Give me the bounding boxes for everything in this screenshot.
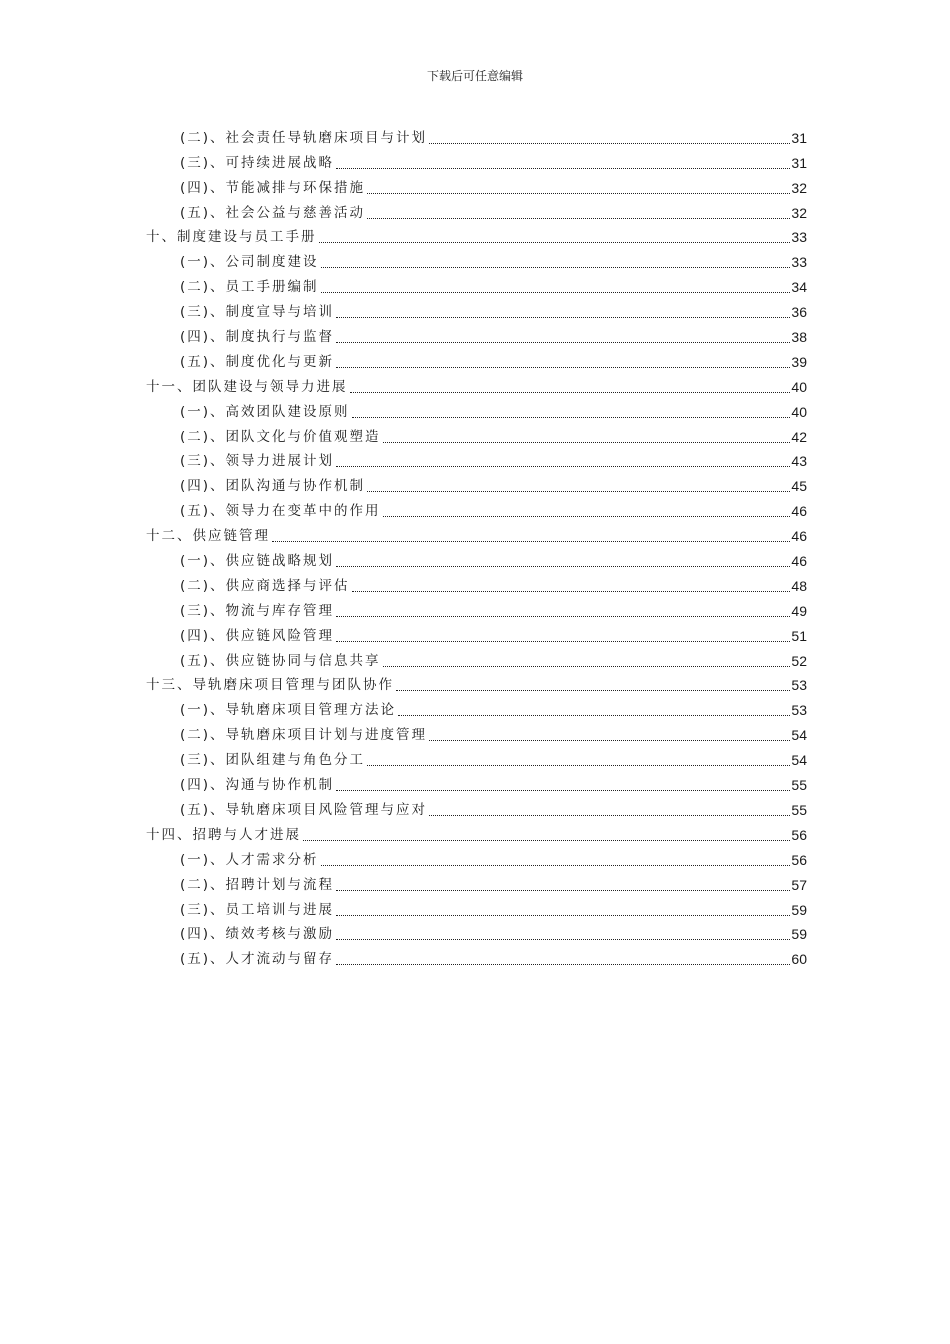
- toc-section-entry[interactable]: [0, 847, 950, 872]
- toc-entry-title: (一)、公司制度建设: [180, 254, 319, 271]
- toc-dot-leader: [336, 915, 790, 916]
- toc-dot-leader: [429, 740, 790, 741]
- toc-entry-title: (三)、制度宣导与培训: [180, 304, 335, 321]
- toc-dot-leader: [336, 964, 790, 965]
- toc-dot-leader: [367, 491, 790, 492]
- toc-chapter-entry[interactable]: [0, 822, 950, 847]
- toc-chapter-entry[interactable]: [0, 523, 950, 548]
- toc-dot-leader: [350, 392, 791, 393]
- toc-entry-title: (二)、社会责任导轨磨床项目与计划: [180, 129, 428, 146]
- toc-dot-leader: [336, 566, 790, 567]
- toc-page-number: 46: [791, 528, 807, 545]
- page-header: 下载后可任意编辑: [426, 69, 523, 83]
- toc-page-number: 34: [791, 279, 807, 296]
- toc-page-number: 56: [791, 826, 807, 843]
- toc-page-number: 31: [791, 129, 807, 146]
- toc-entry-title: (五)、供应链协同与信息共享: [180, 652, 381, 669]
- toc-entry-title: (五)、领导力在变革中的作用: [180, 503, 381, 520]
- toc-dot-leader: [429, 143, 790, 144]
- toc-entry-title: (一)、人才需求分析: [180, 851, 319, 868]
- toc-section-entry[interactable]: [0, 299, 950, 324]
- toc-section-entry[interactable]: [0, 150, 950, 175]
- toc-section-entry[interactable]: [0, 349, 950, 374]
- toc-page-number: 51: [791, 627, 807, 644]
- toc-entry-title: (二)、团队文化与价值观塑造: [180, 428, 381, 445]
- toc-page-number: 54: [791, 752, 807, 769]
- toc-dot-leader: [336, 616, 790, 617]
- toc-section-entry[interactable]: [0, 125, 950, 150]
- toc-dot-leader: [303, 840, 790, 841]
- toc-section-entry[interactable]: [0, 573, 950, 598]
- toc-entry-title: (三)、物流与库存管理: [180, 602, 335, 619]
- toc-dot-leader: [272, 541, 790, 542]
- toc-dot-leader: [336, 168, 790, 169]
- toc-section-entry[interactable]: [0, 946, 950, 971]
- toc-section-entry[interactable]: [0, 249, 950, 274]
- toc-entry-title: (二)、导轨磨床项目计划与进度管理: [180, 727, 428, 744]
- toc-section-entry[interactable]: [0, 797, 950, 822]
- toc-dot-leader: [336, 466, 790, 467]
- toc-dot-leader: [396, 690, 790, 691]
- toc-entry-title: (五)、制度优化与更新: [180, 353, 335, 370]
- toc-dot-leader: [383, 516, 791, 517]
- toc-dot-leader: [336, 367, 790, 368]
- toc-page-number: 59: [791, 901, 807, 918]
- toc-page-number: 40: [791, 403, 807, 420]
- toc-page-number: 48: [791, 577, 807, 594]
- toc-entry-title: (三)、领导力进展计划: [180, 453, 335, 470]
- toc-dot-leader: [336, 317, 790, 318]
- toc-entry-title: 十一、团队建设与领导力进展: [146, 378, 348, 395]
- toc-section-entry[interactable]: [0, 623, 950, 648]
- toc-entry-title: 十、制度建设与员工手册: [146, 229, 317, 246]
- toc-page-number: 42: [791, 428, 807, 445]
- table-of-contents: [0, 125, 950, 971]
- toc-section-entry[interactable]: [0, 697, 950, 722]
- toc-dot-leader: [336, 790, 790, 791]
- toc-page-number: 46: [791, 503, 807, 520]
- toc-page-number: 55: [791, 777, 807, 794]
- toc-section-entry[interactable]: [0, 449, 950, 474]
- toc-entry-title: (二)、供应商选择与评估: [180, 577, 350, 594]
- toc-page-number: 56: [791, 851, 807, 868]
- toc-entry-title: (五)、社会公益与慈善活动: [180, 204, 366, 221]
- toc-page-number: 39: [791, 353, 807, 370]
- toc-entry-title: (一)、供应链战略规划: [180, 553, 335, 570]
- toc-dot-leader: [336, 890, 790, 891]
- toc-entry-title: (一)、高效团队建设原则: [180, 403, 350, 420]
- toc-entry-title: (四)、制度执行与监督: [180, 329, 335, 346]
- toc-section-entry[interactable]: [0, 747, 950, 772]
- toc-section-entry[interactable]: [0, 399, 950, 424]
- toc-dot-leader: [398, 715, 790, 716]
- toc-dot-leader: [383, 666, 791, 667]
- toc-entry-title: (五)、人才流动与留存: [180, 951, 335, 968]
- toc-entry-title: (四)、节能减排与环保措施: [180, 179, 366, 196]
- toc-section-entry[interactable]: [0, 897, 950, 922]
- toc-entry-title: (三)、员工培训与进展: [180, 901, 335, 918]
- toc-page-number: 40: [791, 378, 807, 395]
- toc-page-number: 33: [791, 254, 807, 271]
- toc-chapter-entry[interactable]: [0, 374, 950, 399]
- toc-dot-leader: [367, 218, 790, 219]
- toc-entry-title: (四)、团队沟通与协作机制: [180, 478, 366, 495]
- toc-page-number: 52: [791, 652, 807, 669]
- toc-dot-leader: [429, 815, 790, 816]
- toc-entry-title: 十二、供应链管理: [146, 528, 270, 545]
- toc-page-number: 55: [791, 801, 807, 818]
- toc-dot-leader: [383, 442, 791, 443]
- toc-page-number: 57: [791, 876, 807, 893]
- toc-page-number: 32: [791, 204, 807, 221]
- toc-section-entry[interactable]: [0, 922, 950, 947]
- toc-section-entry[interactable]: [0, 200, 950, 225]
- toc-page-number: 53: [791, 677, 807, 694]
- toc-entry-title: 十三、导轨磨床项目管理与团队协作: [146, 677, 394, 694]
- toc-dot-leader: [319, 242, 791, 243]
- toc-dot-leader: [336, 939, 790, 940]
- toc-section-entry[interactable]: [0, 473, 950, 498]
- toc-section-entry[interactable]: [0, 175, 950, 200]
- toc-dot-leader: [367, 193, 790, 194]
- toc-section-entry[interactable]: [0, 772, 950, 797]
- toc-dot-leader: [352, 417, 791, 418]
- toc-entry-title: (三)、团队组建与角色分工: [180, 752, 366, 769]
- toc-dot-leader: [321, 865, 791, 866]
- toc-dot-leader: [321, 292, 791, 293]
- toc-dot-leader: [321, 267, 791, 268]
- toc-section-entry[interactable]: [0, 722, 950, 747]
- toc-page-number: 59: [791, 926, 807, 943]
- toc-page-number: 54: [791, 727, 807, 744]
- toc-page-number: 53: [791, 702, 807, 719]
- toc-page-number: 60: [791, 951, 807, 968]
- toc-page-number: 38: [791, 329, 807, 346]
- toc-section-entry[interactable]: [0, 498, 950, 523]
- toc-entry-title: (五)、导轨磨床项目风险管理与应对: [180, 801, 428, 818]
- toc-chapter-entry[interactable]: [0, 673, 950, 698]
- toc-page-number: 31: [791, 154, 807, 171]
- toc-dot-leader: [367, 765, 790, 766]
- toc-dot-leader: [352, 591, 791, 592]
- toc-section-entry[interactable]: [0, 648, 950, 673]
- toc-entry-title: (四)、沟通与协作机制: [180, 777, 335, 794]
- toc-entry-title: (一)、导轨磨床项目管理方法论: [180, 702, 397, 719]
- toc-section-entry[interactable]: [0, 598, 950, 623]
- toc-entry-title: (四)、绩效考核与激励: [180, 926, 335, 943]
- toc-page-number: 49: [791, 602, 807, 619]
- toc-page-number: 36: [791, 304, 807, 321]
- toc-section-entry[interactable]: [0, 548, 950, 573]
- toc-entry-title: (三)、可持续进展战略: [180, 154, 335, 171]
- toc-dot-leader: [336, 342, 790, 343]
- toc-page-number: 33: [791, 229, 807, 246]
- toc-section-entry[interactable]: [0, 274, 950, 299]
- toc-entry-title: 十四、招聘与人才进展: [146, 826, 301, 843]
- toc-entry-title: (四)、供应链风险管理: [180, 627, 335, 644]
- toc-entry-title: (二)、招聘计划与流程: [180, 876, 335, 893]
- toc-page-number: 45: [791, 478, 807, 495]
- toc-entry-title: (二)、员工手册编制: [180, 279, 319, 296]
- toc-dot-leader: [336, 641, 790, 642]
- toc-section-entry[interactable]: [0, 324, 950, 349]
- toc-page-number: 46: [791, 553, 807, 570]
- toc-section-entry[interactable]: [0, 424, 950, 449]
- toc-page-number: 32: [791, 179, 807, 196]
- toc-chapter-entry[interactable]: [0, 225, 950, 250]
- toc-page-number: 43: [791, 453, 807, 470]
- toc-section-entry[interactable]: [0, 872, 950, 897]
